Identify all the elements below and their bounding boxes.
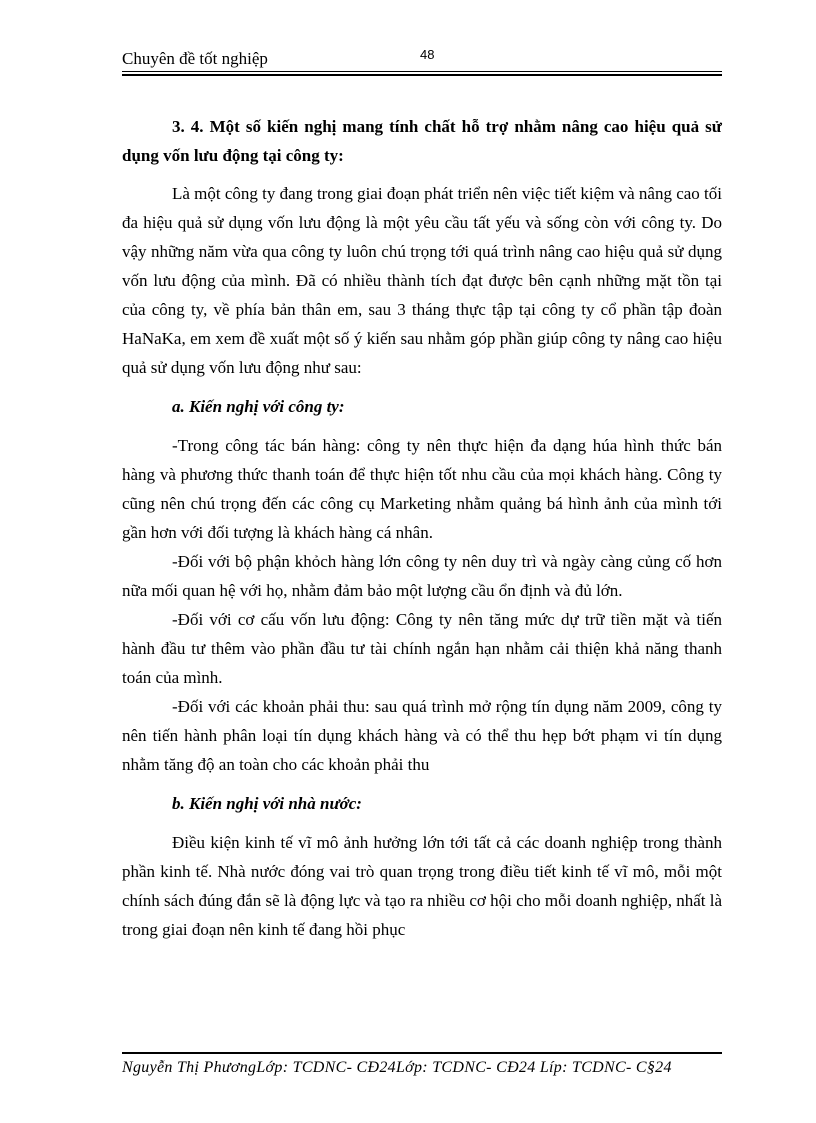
recommendation-item: -Trong công tác bán hàng: công ty nên thực hiện đa dạng húa hình thức bán hàng và phương thức thanh toán để thực hiện tốt nhu cầu của mọi khách hàng. Công ty cũng nên chú trọng đến các công cụ Marketing nhằm quảng bá hình ảnh của mình tới gần hơn với đối tượng là khách hàng cá nhân. [122,436,722,542]
recommendation-item: -Đối với các khoản phải thu: sau quá trình mở rộng tín dụng năm 2009, công ty nên tiến hành phân loại tín dụng khách hàng và có thể thu hẹp bớt phạm vi tín dụng nhằm tăng độ an toàn cho các khoản phải thu [122,697,722,774]
header-rule-bottom [122,74,722,76]
page-number: 48 [420,47,435,62]
page-footer [122,1052,722,1092]
subsection-b-heading: b. Kiến nghị với nhà nước: [172,794,362,813]
page-header [122,47,722,77]
intro-paragraph: Là một công ty đang trong giai đoạn phát triển nên việc tiết kiệm và nâng cao tối đa hiệu quả sử dụng vốn lưu động là một yêu cầu tất yếu và sống còn với công ty. Do vậy những năm vừa qua công ty luôn chú trọng tới quá trình nâng cao hiệu quả sử dụng vốn lưu động của mình. Đã có nhiều thành tích đạt được bên cạnh những mặt tồn tại của công ty, về phía bản thân em, sau 3 tháng thực tập tại công ty cổ phần tập đoàn HaNaKa, em xem đề xuất một số ý kiến sau nhằm góp phần giúp công ty nâng cao hiệu quả sử dụng vốn lưu động như sau: [122,184,722,377]
footer-text: Nguyễn Thị PhươngLớp: TCDNC- CĐ24Lớp: TCDNC- CĐ24 Líp: TCDNC- C§24 [122,1059,672,1076]
subsection-a-heading: a. Kiến nghị với công ty: [172,397,345,416]
footer-rule [122,1052,722,1054]
subsection-b-paragraph: Điều kiện kinh tế vĩ mô ảnh hưởng lớn tới tất cả các doanh nghiệp trong thành phần kinh tế. Nhà nước đóng vai trò quan trọng trong điều tiết kinh tế vĩ mô, mỗi một chính sách đúng đắn sẽ là động lực và tạo ra nhiều cơ hội cho mỗi doanh nghiệp, nhất là trong giai đoạn nên kinh tế đang hồi phục [122,833,722,939]
recommendation-item: -Đối với cơ cấu vốn lưu động: Công ty nên tăng mức dự trữ tiền mặt và tiến hành đầu tư thêm vào phần đầu tư tài chính ngắn hạn nhằm cải thiện khả năng thanh toán của mình. [122,610,722,687]
recommendation-item: -Đối với bộ phận khỏch hàng lớn công ty nên duy trì và ngày càng củng cố hơn nữa mối quan hệ với họ, nhằm đảm bảo một lượng cầu ổn định và đủ lớn. [122,552,722,600]
page-content [122,112,722,944]
header-rule-top [122,71,722,72]
section-heading: 3. 4. Một số kiến nghị mang tính chất hỗ trợ nhằm nâng cao hiệu quả sử dụng vốn lưu động tại công ty: [122,117,722,165]
header-title: Chuyên đề tốt nghiệp [122,49,268,68]
